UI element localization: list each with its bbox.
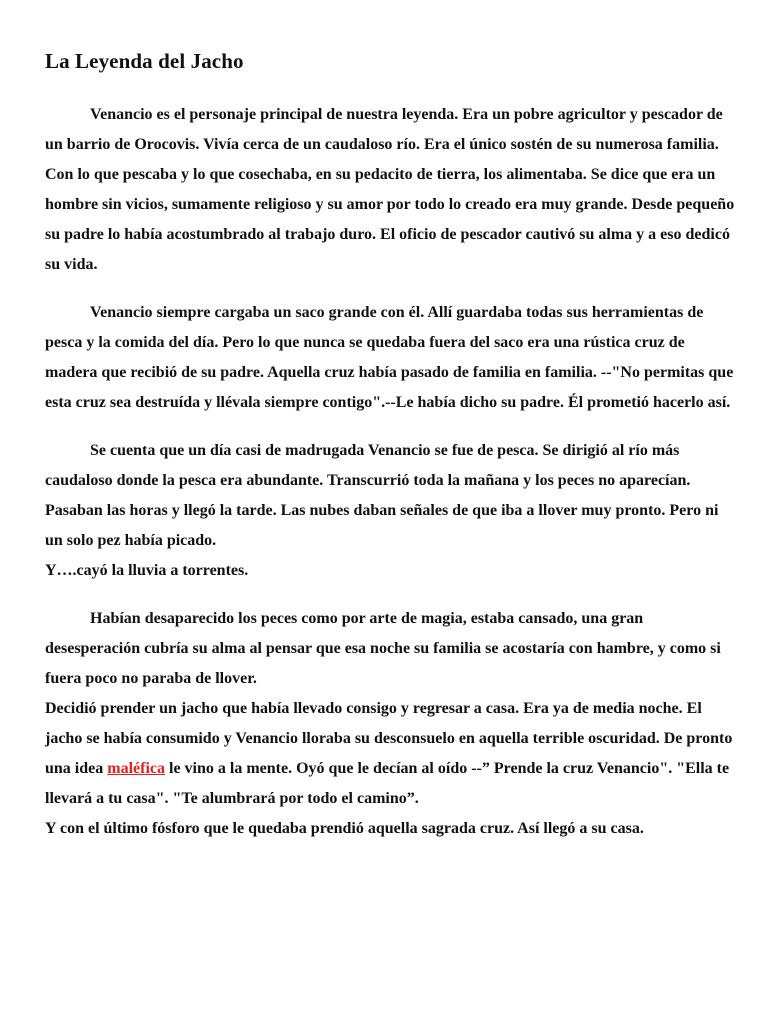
- paragraph-3-line: Y….cayó la lluvia a torrentes.: [45, 562, 249, 579]
- malefica-link[interactable]: maléfica: [107, 760, 165, 777]
- paragraph-1: Venancio es el personaje principal de nuestra leyenda. Era un pobre agricultor y pescador de un barrio de Orocovis. Vivía cerca de un caudaloso río. Era el único sostén de su numerosa familia. Con lo que pescaba y lo que cosechaba, en su pedacito de tierra, los alimentaba. Se dice que era un hombre sin vicios, sumamente religioso y su amor por todo lo creado era muy grande. Desde pequeño su padre lo había acostumbrado al trabajo duro. El oficio de pescador cautivó su alma y a eso dedicó su vida.: [45, 106, 735, 273]
- document-title: La Leyenda del Jacho: [45, 49, 244, 73]
- paragraph-3: Se cuenta que un día casi de madrugada Venancio se fue de pesca. Se dirigió al río más caudaloso donde la pesca era abundante. Transcurrió toda la mañana y los peces no aparecían. Pasaban las horas y llegó la tarde. Las nubes daban señales de que iba a llover muy pronto. Pero ni un solo pez había picado.: [45, 442, 719, 549]
- paragraph-4: Habían desaparecido los peces como por arte de magia, estaba cansado, una gran desesperación cubría su alma al pensar que esa noche su familia se acostaría con hambre, y como si fuera poco no paraba de llover.: [45, 610, 721, 687]
- document-page: [45, 46, 735, 844]
- paragraph-4c: Y con el último fósforo que le quedaba prendió aquella sagrada cruz. Así llegó a su casa.: [45, 820, 644, 837]
- paragraph-4b: [45, 694, 735, 814]
- paragraph-4b-text: Decidió prender un jacho que había llevado consigo y regresar a casa. Era ya de media noche. El jacho se había consumido y Venancio lloraba su desconsuelo en aquella terrible oscuridad. De pronto una idea: [45, 700, 733, 777]
- paragraph-3-group: [45, 436, 735, 586]
- paragraph-4-group: [45, 604, 735, 844]
- paragraph-2: Venancio siempre cargaba un saco grande con él. Allí guardaba todas sus herramientas de pesca y la comida del día. Pero lo que nunca se quedaba fuera del saco era una rústica cruz de madera que recibió de su padre. Aquella cruz había pasado de familia en familia. --"No permitas que esta cruz sea destruída y llévala siempre contigo".--Le había dicho su padre. Él prometió hacerlo así.: [45, 304, 734, 411]
- paragraph-4b-rest: le vino a la mente. Oyó que le decían al oído --” Prende la cruz Venancio". "Ella te llevará a tu casa". "Te alumbrará por todo el camino”.: [45, 760, 730, 807]
